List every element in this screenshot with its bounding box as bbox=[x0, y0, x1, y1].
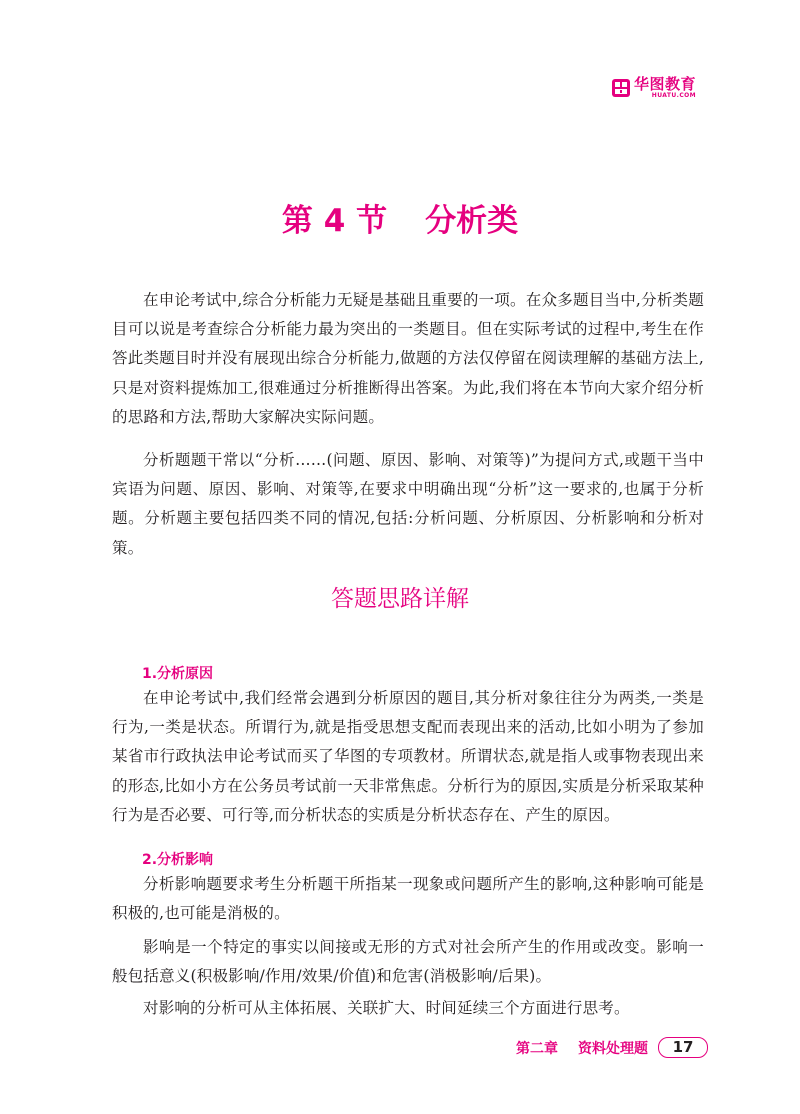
huatu-logo-icon bbox=[611, 78, 631, 98]
section-title bbox=[0, 195, 800, 240]
item-heading-analyze-causes: 1.分析原因 bbox=[142, 666, 214, 682]
intro-paragraph-1: 在申论考试中,综合分析能力无疑是基础且重要的一项。在众多题目当中,分析类题目可以说是考查综合分析能力最为突出的一类题目。但在实际考试的过程中,考生在作答此类题目时并没有展现出综合分析能力,做题的方法仅停留在阅读理解的基础方法上,只是对资料提炼加工,很难通过分析推断得出答案。为此,我们将在本节向大家介绍分析的思路和方法,帮助大家解决实际问题。 bbox=[112, 291, 704, 426]
section-name: 分析类 bbox=[425, 203, 519, 239]
intro-paragraph-2: 分析题题干常以“分析……(问题、原因、影响、对策等)”为提问方式,或题干当中宾语为问题、原因、影响、对策等,在要求中明确出现“分析”这一要求的,也属于分析题。分析题主要包括四类不同的情况,包括:分析问题、分析原因、分析影响和分析对策。 bbox=[112, 451, 704, 557]
page-footer bbox=[516, 1037, 708, 1058]
impacts-paragraph-2: 影响是一个特定的事实以间接或无形的方式对社会所产生的作用或改变。影响一般包括意义(积极影响/作用/效果/价值)和危害(消极影响/后果)。 bbox=[112, 938, 704, 986]
impacts-paragraph-1: 分析影响题要求考生分析题干所指某一现象或问题所产生的影响,这种影响可能是积极的,也可能是消极的。 bbox=[112, 875, 704, 923]
footer-section: 资料处理题 bbox=[578, 1040, 648, 1057]
footer-chapter: 第二章 bbox=[516, 1040, 558, 1057]
huatu-logo bbox=[611, 73, 721, 103]
section-number: 第 4 节 bbox=[281, 203, 388, 239]
subheading: 答题思路详解 bbox=[331, 586, 469, 612]
page-number: 17 bbox=[658, 1037, 708, 1058]
item-heading-analyze-impacts: 2.分析影响 bbox=[142, 852, 214, 868]
causes-paragraph-1: 在申论考试中,我们经常会遇到分析原因的题目,其分析对象往往分为两类,一类是行为,一类是状态。所谓行为,就是指受思想支配而表现出来的活动,比如小明为了参加某省市行政执法申论考试而买了华图的专项教材。所谓状态,就是指人或事物表现出来的形态,比如小方在公务员考试前一天非常焦虑。分析行为的原因,实质是分析采取某种行为是否必要、可行等,而分析状态的实质是分析状态存在、产生的原因。 bbox=[112, 689, 704, 824]
impacts-paragraph-3: 对影响的分析可从主体拓展、关联扩大、时间延续三个方面进行思考。 bbox=[143, 999, 630, 1017]
logo-text-cn: 华图教育 bbox=[634, 75, 697, 93]
logo-text-en: HUATU.COM bbox=[651, 92, 697, 99]
